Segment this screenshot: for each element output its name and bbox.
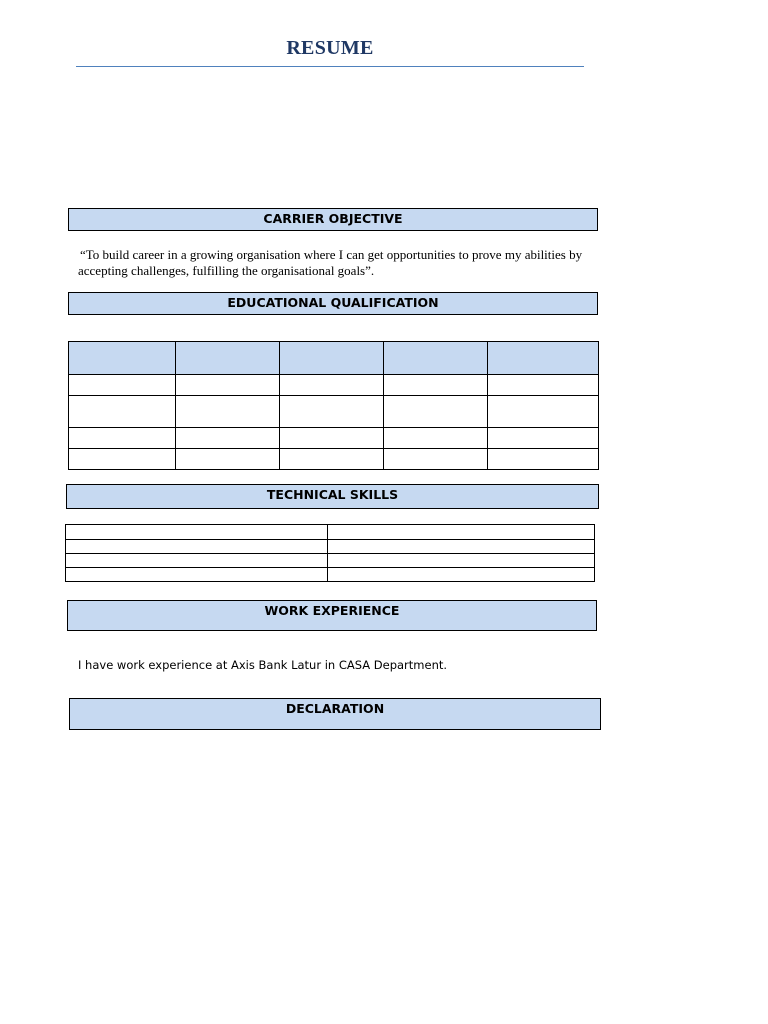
section-heading-work: WORK EXPERIENCE xyxy=(67,600,597,631)
skills-table xyxy=(65,524,595,582)
work-experience-text: I have work experience at Axis Bank Latur in CASA Department. xyxy=(78,658,448,672)
table-cell xyxy=(176,449,280,470)
table-cell xyxy=(328,554,595,568)
table-cell xyxy=(384,396,488,428)
section-heading-declaration: DECLARATION xyxy=(69,698,601,730)
table-cell xyxy=(176,396,280,428)
section-heading-skills: TECHNICAL SKILLS xyxy=(66,484,599,509)
table-cell xyxy=(176,375,280,396)
document-title: RESUME xyxy=(286,37,374,59)
table-cell xyxy=(488,428,599,449)
table-cell xyxy=(384,375,488,396)
table-cell xyxy=(280,396,384,428)
table-cell xyxy=(66,554,328,568)
table-cell xyxy=(66,568,328,582)
table-cell xyxy=(66,525,328,540)
section-heading-education: EDUCATIONAL QUALIFICATION xyxy=(68,292,598,315)
table-row xyxy=(69,375,599,396)
objective-text: “To build career in a growing organisation where I can get opportunities to prove my abilities by accepting challenges, fulfilling the organisational goals”. xyxy=(78,247,583,278)
table-cell xyxy=(69,449,176,470)
table-cell xyxy=(384,428,488,449)
table-row xyxy=(66,554,595,568)
table-cell xyxy=(488,375,599,396)
section-heading-objective: CARRIER OBJECTIVE xyxy=(68,208,598,231)
table-cell xyxy=(328,568,595,582)
table-cell xyxy=(488,449,599,470)
table-row xyxy=(66,540,595,554)
table-cell xyxy=(488,396,599,428)
table-cell xyxy=(176,428,280,449)
table-cell xyxy=(280,428,384,449)
table-cell xyxy=(384,449,488,470)
table-row xyxy=(69,396,599,428)
table-cell xyxy=(69,428,176,449)
table-cell xyxy=(488,342,599,375)
education-table xyxy=(68,341,599,470)
table-cell xyxy=(384,342,488,375)
table-cell xyxy=(69,396,176,428)
table-cell xyxy=(66,540,328,554)
table-row xyxy=(66,525,595,540)
table-row xyxy=(69,428,599,449)
table-row xyxy=(69,449,599,470)
table-cell xyxy=(69,342,176,375)
table-cell xyxy=(328,525,595,540)
table-cell xyxy=(328,540,595,554)
table-cell xyxy=(176,342,280,375)
table-cell xyxy=(69,375,176,396)
table-row xyxy=(66,568,595,582)
table-cell xyxy=(280,375,384,396)
title-underline xyxy=(76,66,584,67)
table-cell xyxy=(280,342,384,375)
table-cell xyxy=(280,449,384,470)
education-table-header-row xyxy=(69,342,599,375)
